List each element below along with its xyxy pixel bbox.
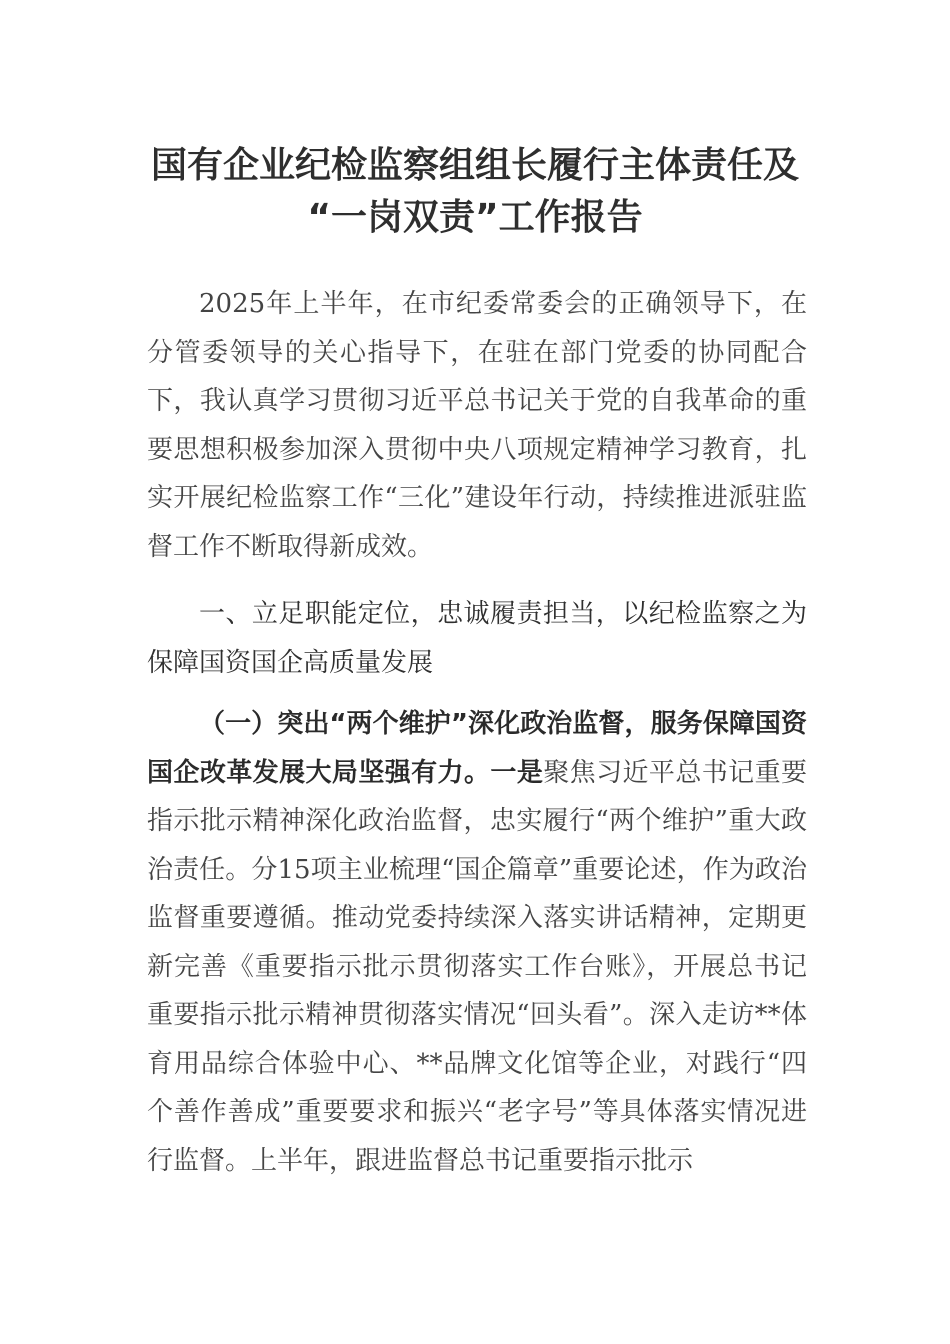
subsection-body: 聚焦习近平总书记重要指示批示精神深化政治监督，忠实履行“两个维护”重大政治责任。分15项主业梳理“国企篇章”重要论述，作为政治监督重要遵循。推动党委持续深入落实讲话精神，定期更新完善《重要指示批示贯彻落实工作台账》，开展总书记重要指示批示精神贯彻落实情况“回头看”。深入走访**体育用品综合体验中心、**品牌文化馆等企业，对践行“四个善作善成”重要要求和振兴“老字号”等具体落实情况进行监督。上半年，跟进监督总书记重要指示批示 xyxy=(147,757,807,1176)
document-title xyxy=(140,140,810,244)
subsection-paragraph-1 xyxy=(147,700,807,1185)
title-line-2: “一岗双责”工作报告 xyxy=(307,197,643,238)
intro-paragraph: 2025年上半年，在市纪委常委会的正确领导下，在分管委领导的关心指导下，在驻在部门党委的协同配合下，我认真学习贯彻习近平总书记关于党的自我革命的重要思想积极参加深入贯彻中央八项规定精神学习教育，扎实开展纪检监察工作“三化”建设年行动，持续推进派驻监督工作不断取得新成效。 xyxy=(147,289,807,562)
section-heading-1: 一、立足职能定位，忠诚履责担当，以纪检监察之为保障国资国企高质量发展 xyxy=(147,599,807,678)
subsection-heading: （一）突出“两个维护”深化政治监督，服务保障国资国企改革发展大局坚强有力。 xyxy=(147,709,807,788)
title-line-1: 国有企业纪检监察组组长履行主体责任及 xyxy=(150,145,799,186)
point-lead: 一是 xyxy=(490,757,544,788)
